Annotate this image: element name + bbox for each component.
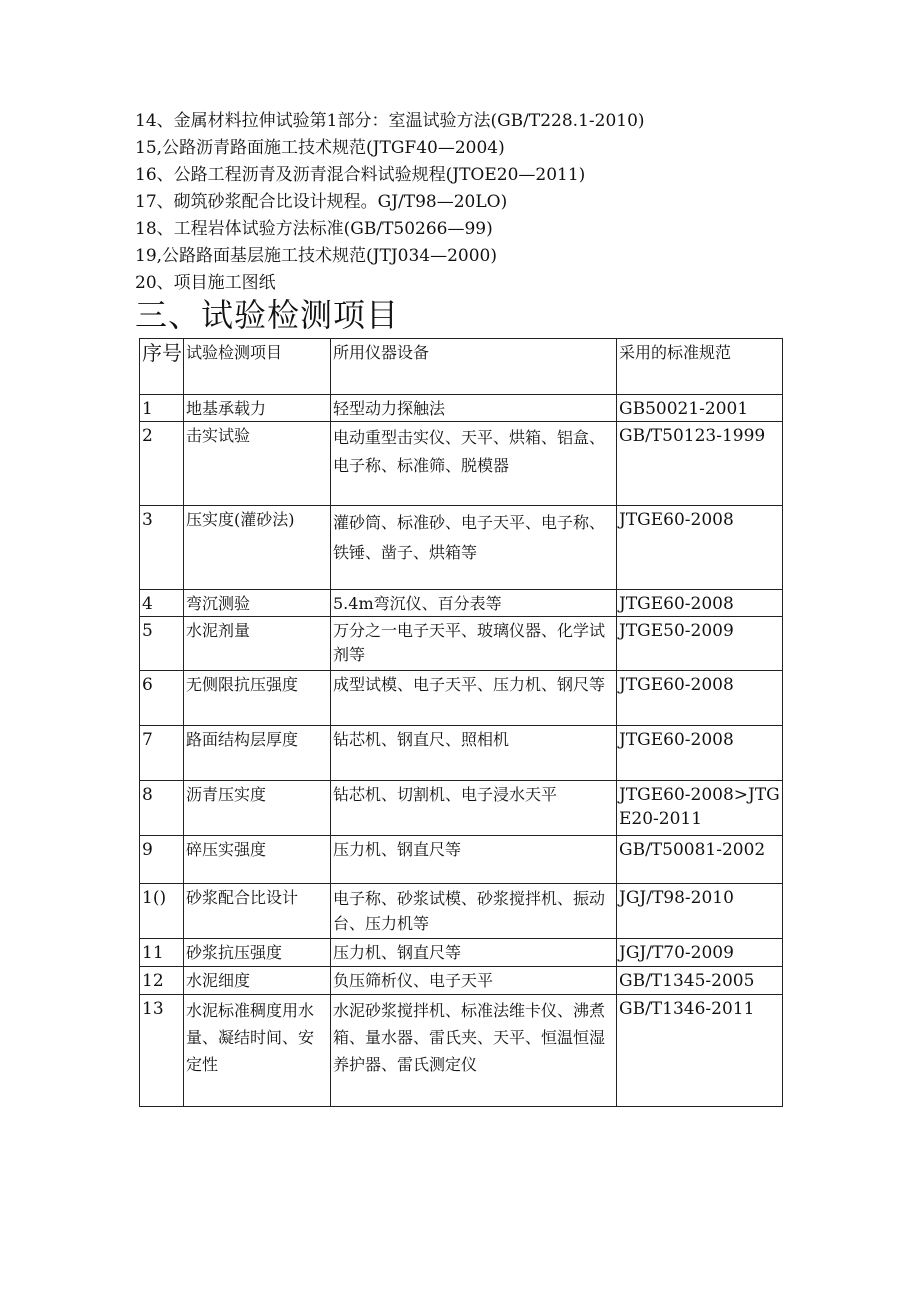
cell-index: 3 — [140, 506, 184, 590]
cell-index: 8 — [140, 781, 184, 836]
cell-standard: GB/T50123-1999 — [617, 422, 783, 506]
table-row — [140, 967, 783, 995]
cell-standard: JTGE50-2009 — [617, 617, 783, 671]
cell-index: 5 — [140, 617, 184, 671]
cell-index: 1 — [140, 395, 184, 422]
table-row — [140, 836, 783, 884]
reference-item: 15,公路沥青路面施工技术规范(JTGF40—2004) — [135, 138, 505, 158]
cell-index: 4 — [140, 590, 184, 617]
cell-equipment: 负压筛析仪、电子天平 — [331, 967, 617, 995]
reference-item: 19,公路路面基层施工技术规范(JTJ034—2000) — [135, 246, 497, 266]
table-row — [140, 422, 783, 506]
cell-index: 13 — [140, 995, 184, 1107]
cell-item: 无侧限抗压强度 — [184, 671, 331, 726]
cell-standard: JTGE60-2008>JTGE20-2011 — [617, 781, 783, 836]
table-row — [140, 726, 783, 781]
table-row — [140, 671, 783, 726]
cell-equipment: 钻芯机、钢直尺、照相机 — [331, 726, 617, 781]
cell-item: 地基承载力 — [184, 395, 331, 422]
test-items-table — [139, 338, 783, 1107]
cell-index: 12 — [140, 967, 184, 995]
reference-list — [135, 108, 645, 297]
reference-item: 14、金属材料拉伸试验第1部分：室温试验方法(GB/T228.1-2010) — [135, 111, 645, 131]
cell-index: 11 — [140, 939, 184, 967]
cell-standard: JTGE60-2008 — [617, 726, 783, 781]
cell-standard: JGJ/T70-2009 — [617, 939, 783, 967]
cell-standard: GB50021-2001 — [617, 395, 783, 422]
cell-index: 2 — [140, 422, 184, 506]
cell-standard: JTGE60-2008 — [617, 590, 783, 617]
cell-equipment: 压力机、钢直尺等 — [331, 939, 617, 967]
cell-index: 7 — [140, 726, 184, 781]
cell-item: 击实试验 — [184, 422, 331, 506]
reference-item: 17、砌筑砂浆配合比设计规程。GJ/T98—20LO) — [135, 192, 508, 212]
cell-equipment: 5.4m弯沉仪、百分表等 — [331, 590, 617, 617]
cell-item: 碎压实强度 — [184, 836, 331, 884]
cell-standard: GB/T1345-2005 — [617, 967, 783, 995]
cell-item: 沥青压实度 — [184, 781, 331, 836]
header-cell: 试验检测项目 — [184, 339, 331, 395]
cell-standard: JTGE60-2008 — [617, 506, 783, 590]
cell-standard: JGJ/T98-2010 — [617, 884, 783, 939]
reference-item: 20、项目施工图纸 — [135, 273, 276, 293]
header-cell: 所用仪器设备 — [331, 339, 617, 395]
cell-index: 6 — [140, 671, 184, 726]
cell-equipment: 电子称、砂浆试模、砂浆搅拌机、振动台、压力机等 — [331, 884, 617, 939]
section-title: 三、试验检测项目 — [135, 296, 400, 334]
cell-item: 砂浆配合比设计 — [184, 884, 331, 939]
table-row — [140, 781, 783, 836]
cell-equipment: 压力机、钢直尺等 — [331, 836, 617, 884]
cell-equipment: 钻芯机、切割机、电子浸水天平 — [331, 781, 617, 836]
cell-item: 砂浆抗压强度 — [184, 939, 331, 967]
cell-standard: JTGE60-2008 — [617, 671, 783, 726]
cell-equipment: 轻型动力探触法 — [331, 395, 617, 422]
cell-item: 水泥标准稠度用水量、凝结时间、安定性 — [184, 995, 331, 1107]
cell-index: 9 — [140, 836, 184, 884]
table-row — [140, 506, 783, 590]
cell-index: 1() — [140, 884, 184, 939]
cell-standard: GB/T1346-2011 — [617, 995, 783, 1107]
cell-equipment: 水泥砂浆搅拌机、标准法维卡仪、沸煮箱、量水器、雷氏夹、天平、恒温恒湿养护器、雷氏测定仪 — [331, 995, 617, 1107]
cell-equipment: 电动重型击实仪、天平、烘箱、铝盒、电子称、标准筛、脱模器 — [331, 422, 617, 506]
cell-item: 水泥剂量 — [184, 617, 331, 671]
table-header-row — [140, 339, 783, 395]
cell-standard: GB/T50081-2002 — [617, 836, 783, 884]
header-cell: 采用的标准规范 — [617, 339, 783, 395]
cell-equipment: 万分之一电子天平、玻璃仪器、化学试剂等 — [331, 617, 617, 671]
reference-item: 16、公路工程沥青及沥青混合料试验规程(JTOE20—2011) — [135, 165, 586, 185]
cell-item: 路面结构层厚度 — [184, 726, 331, 781]
table-row — [140, 395, 783, 422]
table-row — [140, 884, 783, 939]
table-row — [140, 590, 783, 617]
reference-item: 18、工程岩体试验方法标准(GB/T50266—99) — [135, 219, 493, 239]
table-row — [140, 995, 783, 1107]
header-cell: 序号 — [140, 339, 184, 395]
cell-item: 压实度(灌砂法) — [184, 506, 331, 590]
table-row — [140, 939, 783, 967]
cell-equipment: 灌砂筒、标准砂、电子天平、电子称、铁锤、凿子、烘箱等 — [331, 506, 617, 590]
table-row — [140, 617, 783, 671]
cell-item: 水泥细度 — [184, 967, 331, 995]
cell-equipment: 成型试模、电子天平、压力机、钢尺等 — [331, 671, 617, 726]
cell-item: 弯沉测验 — [184, 590, 331, 617]
